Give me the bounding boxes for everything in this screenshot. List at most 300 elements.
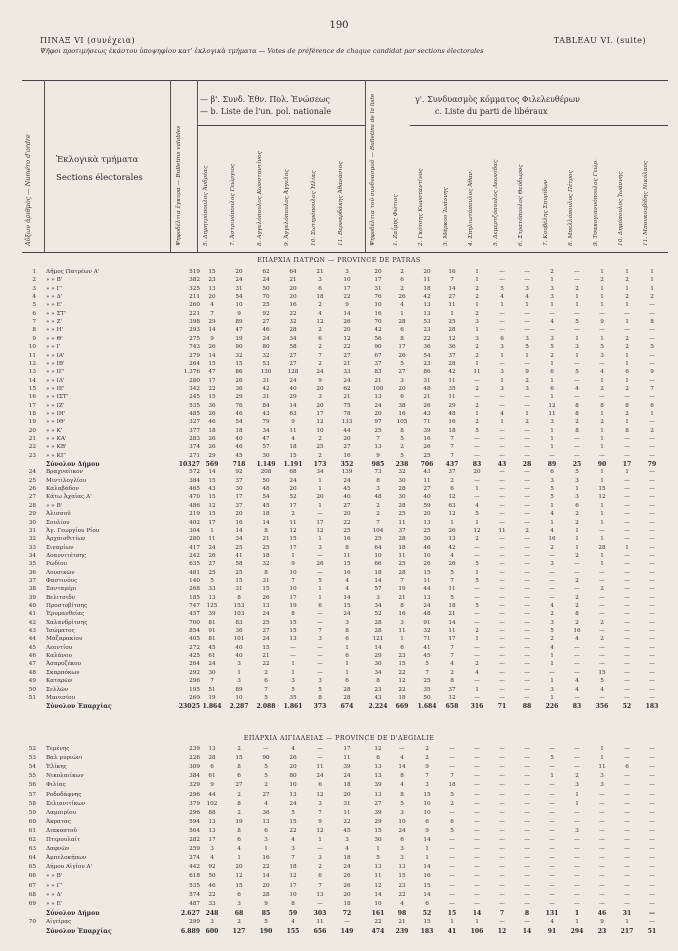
page-number: 190 xyxy=(329,20,349,31)
row-vote-cell: 1 xyxy=(550,661,554,668)
row-vote-cell: 15 xyxy=(289,536,297,543)
row-vote-cell: 6 xyxy=(318,782,322,789)
row-vote-cell: 4 xyxy=(291,746,295,752)
row-vote-cell: — xyxy=(499,855,505,862)
row-vote-cell: 4 xyxy=(210,302,214,309)
row-vote-cell: 2 xyxy=(425,755,429,762)
row-vote-cell: 10 xyxy=(289,569,297,576)
row-valid-total: 268 xyxy=(189,586,200,593)
row-vote-cell: 54 xyxy=(262,494,270,501)
row-vote-cell: 3 xyxy=(550,561,554,568)
group-c-candidate: 4. Σπηλιωτόπουλος Ἀθαν. xyxy=(468,169,474,246)
row-vote-cell: 1 xyxy=(318,486,322,493)
row-vote-cell: 2 xyxy=(475,352,479,359)
row-vote-cell: — xyxy=(649,800,655,807)
row-valid-total: 398 xyxy=(189,319,200,326)
row-vote-cell: — xyxy=(474,873,480,880)
row-vote-cell: 11 xyxy=(423,577,431,584)
row-vote-cell: 17 xyxy=(343,746,351,752)
group-b-candidate: 9. Ἀγγελόπουλος Ἀγγελος xyxy=(284,169,290,246)
row-vote-cell: — xyxy=(624,619,630,626)
row-vote-cell: — xyxy=(549,669,555,676)
row-vote-cell: — xyxy=(499,800,505,807)
row-vote-cell: 13 xyxy=(374,764,382,771)
row-vote-cell: 2 xyxy=(525,419,529,426)
row-vote-cell: 17 xyxy=(316,410,324,417)
row-vote-cell: — xyxy=(524,864,530,871)
row-vote-cell: — xyxy=(624,827,630,834)
row-vote-cell: 3 xyxy=(525,385,529,392)
row-vote-cell: 81 xyxy=(208,619,216,626)
row-vote-cell: — xyxy=(499,561,505,568)
row-vote-cell: 217 xyxy=(620,928,634,935)
row-vote-cell: 20 xyxy=(343,791,351,798)
row-vote-cell: 10 xyxy=(374,900,382,907)
row-vote-cell: 7 xyxy=(376,436,380,442)
row-number: 14 xyxy=(28,377,36,384)
row-vote-cell: 24 xyxy=(262,611,270,618)
row-vote-cell: 27 xyxy=(289,352,297,359)
row-vote-cell: 15 xyxy=(262,644,270,651)
table-row xyxy=(22,772,666,781)
row-vote-cell: — xyxy=(524,773,530,780)
row-vote-cell: — xyxy=(524,594,530,601)
row-valid-total: 485 xyxy=(189,410,200,417)
row-vote-cell: 26 xyxy=(208,552,216,559)
row-vote-cell: 1 xyxy=(318,594,322,601)
row-vote-cell: 90 xyxy=(597,461,607,469)
row-vote-cell: 5 xyxy=(475,427,479,434)
row-vote-cell: — xyxy=(474,594,480,601)
row-section-name: » » Ε' xyxy=(46,900,63,907)
row-vote-cell: 26 xyxy=(316,561,324,568)
row-vote-cell: 2 xyxy=(550,269,554,275)
row-vote-cell: 32 xyxy=(235,352,243,359)
row-vote-cell: 8 xyxy=(650,319,654,326)
total-row xyxy=(22,702,666,711)
row-vote-cell: — xyxy=(317,755,323,762)
row-vote-cell: — xyxy=(649,644,655,651)
group-c-candidate: 8. Μπελλόπουλος Πέτρος xyxy=(568,170,574,246)
row-vote-cell: — xyxy=(624,519,630,526)
row-vote-cell: 2 xyxy=(291,511,295,518)
row-section-name: Δῆμος Πατρέων Α' xyxy=(46,269,100,275)
row-vote-cell: 3 xyxy=(550,419,554,426)
row-vote-cell: 101 xyxy=(233,636,245,643)
row-vote-cell: 5 xyxy=(550,494,554,501)
row-vote-cell: 316 xyxy=(470,703,484,711)
row-valid-total: 487 xyxy=(189,900,200,907)
row-vote-cell: 5 xyxy=(575,469,579,476)
row-vote-cell: 8 xyxy=(575,427,579,434)
row-valid-total: 402 xyxy=(189,519,200,526)
row-vote-cell: — xyxy=(599,569,605,576)
row-vote-cell: — xyxy=(524,544,530,551)
row-vote-cell: — xyxy=(624,818,630,825)
row-vote-cell: 1 xyxy=(318,477,322,484)
row-vote-cell: 12 xyxy=(316,419,324,426)
row-vote-cell: 5 xyxy=(425,661,429,668)
row-vote-cell: — xyxy=(599,611,605,618)
row-vote-cell: 9 xyxy=(291,419,295,426)
group-b-candidate: 11. Βερναρδάκης Ἀθανάσιος xyxy=(338,161,344,246)
row-number: 47 xyxy=(28,661,36,668)
row-vote-cell: 2 xyxy=(318,302,322,309)
row-vote-cell: 1 xyxy=(345,669,349,676)
row-vote-cell: 26 xyxy=(262,594,270,601)
row-vote-cell: 59 xyxy=(423,502,431,509)
row-vote-cell: 1.861 xyxy=(283,703,303,711)
row-vote-cell: 18 xyxy=(289,864,297,871)
row-vote-cell: — xyxy=(524,782,530,789)
row-number: 35 xyxy=(28,561,36,568)
row-vote-cell: — xyxy=(474,653,480,660)
row-vote-cell: 39 xyxy=(208,611,216,618)
row-vote-cell: 15 xyxy=(235,577,243,584)
row-valid-total: 264 xyxy=(189,661,200,668)
row-vote-cell: 42 xyxy=(374,327,382,334)
row-vote-cell: 13 xyxy=(448,536,456,543)
row-valid-total: 486 xyxy=(189,502,200,509)
row-number: 18 xyxy=(28,410,36,417)
row-vote-cell: — xyxy=(624,527,630,534)
row-vote-cell: — xyxy=(499,477,505,484)
row-vote-cell: 48 xyxy=(423,611,431,618)
row-vote-cell: — xyxy=(263,746,269,752)
row-vote-cell: 17 xyxy=(208,837,216,843)
row-vote-cell: 1 xyxy=(291,552,295,559)
row-vote-cell: 22 xyxy=(398,686,406,693)
row-vote-cell: 27 xyxy=(448,294,456,301)
row-vote-cell: 7 xyxy=(318,882,322,889)
row-vote-cell: 1 xyxy=(525,410,529,417)
row-vote-cell: — xyxy=(524,319,530,326)
row-vote-cell: 7 xyxy=(450,644,454,651)
row-vote-cell: 2 xyxy=(475,402,479,409)
row-vote-cell: 11 xyxy=(498,527,506,534)
header-top-rule xyxy=(22,80,668,81)
row-vote-cell: 9 xyxy=(650,369,654,376)
row-vote-cell: 29 xyxy=(374,818,382,825)
row-vote-cell: 12 xyxy=(448,335,456,342)
row-vote-cell: 1 xyxy=(600,427,604,434)
row-vote-cell: 25 xyxy=(235,569,243,576)
row-vote-cell: 5 xyxy=(264,694,268,701)
row-vote-cell: — xyxy=(449,809,455,816)
row-vote-cell: 6 xyxy=(425,818,429,825)
row-vote-cell: — xyxy=(474,755,480,762)
row-vote-cell: 6 xyxy=(575,502,579,509)
row-number: 39 xyxy=(28,594,36,601)
row-vote-cell: 11 xyxy=(423,277,431,284)
row-vote-cell: — xyxy=(290,644,296,651)
row-vote-cell: — xyxy=(499,882,505,889)
row-vote-cell: 24 xyxy=(289,800,297,807)
row-vote-cell: — xyxy=(524,636,530,643)
row-vote-cell: — xyxy=(499,746,505,752)
row-vote-cell: 71 xyxy=(423,419,431,426)
row-vote-cell: 54 xyxy=(423,352,431,359)
row-valid-total: 342 xyxy=(189,385,200,392)
row-vote-cell: — xyxy=(624,561,630,568)
row-vote-cell: 19 xyxy=(235,818,243,825)
row-valid-total: 535 xyxy=(189,882,200,889)
row-valid-total: 854 xyxy=(189,628,200,635)
row-number: 37 xyxy=(28,577,36,584)
table-row xyxy=(22,800,666,809)
row-vote-cell: 18 xyxy=(343,855,351,862)
row-vote-cell: — xyxy=(474,855,480,862)
row-vote-cell: — xyxy=(649,469,655,476)
row-vote-cell: — xyxy=(474,864,480,871)
row-vote-cell: 4 xyxy=(210,855,214,862)
row-number: 43 xyxy=(28,628,36,635)
row-vote-cell: 5 xyxy=(400,800,404,807)
row-vote-cell: 3 xyxy=(550,294,554,301)
row-vote-cell: 14 xyxy=(208,352,216,359)
row-vote-cell: — xyxy=(524,427,530,434)
row-vote-cell: 36 xyxy=(448,344,456,351)
row-vote-cell: 22 xyxy=(398,669,406,676)
row-vote-cell: 105 xyxy=(396,419,408,426)
row-vote-cell: 14 xyxy=(522,928,532,935)
row-section-name: Ἀκρατας xyxy=(46,818,72,825)
row-vote-cell: 1 xyxy=(500,352,504,359)
group-c-candidate: 5. Δεμερτζόπουλος Λεωνίδας xyxy=(493,159,499,246)
row-vote-cell: 1 xyxy=(450,519,454,526)
row-vote-cell: 24 xyxy=(262,277,270,284)
row-vote-cell: 15 xyxy=(374,827,382,834)
row-vote-cell: — xyxy=(549,452,555,459)
row-vote-cell: 20 xyxy=(343,511,351,518)
row-valid-total: 384 xyxy=(189,477,200,484)
row-vote-cell: 1 xyxy=(376,846,380,853)
row-vote-cell: 6 xyxy=(264,678,268,685)
row-section-name: Σύνολον Ἐπαρχίας xyxy=(46,928,112,935)
row-vote-cell: 2 xyxy=(318,327,322,334)
group-c-title-french: c. Liste du parti de libéraux xyxy=(435,107,548,116)
row-number: 13 xyxy=(28,369,36,376)
row-valid-total: 425 xyxy=(189,653,200,660)
row-vote-cell: — xyxy=(574,277,580,284)
row-vote-cell: 2 xyxy=(475,536,479,543)
row-vote-cell: 15 xyxy=(262,586,270,593)
row-vote-cell: 2 xyxy=(475,310,479,317)
row-vote-cell: 11 xyxy=(316,918,324,925)
row-vote-cell: 39 xyxy=(423,427,431,434)
row-vote-cell: 25 xyxy=(448,319,456,326)
row-vote-cell: 1 xyxy=(600,469,604,476)
row-vote-cell: 7 xyxy=(210,310,214,317)
row-vote-cell: 1 xyxy=(475,519,479,526)
row-vote-cell: 28 xyxy=(398,486,406,493)
col-rule xyxy=(170,80,171,252)
table-row xyxy=(22,818,666,827)
row-vote-cell: — xyxy=(649,603,655,609)
row-section-name: Σελιανιτίκων xyxy=(46,800,86,807)
row-vote-cell: 89 xyxy=(547,461,557,469)
row-vote-cell: 3 xyxy=(575,477,579,484)
row-section-name: » » Δ' xyxy=(46,891,63,898)
row-vote-cell: — xyxy=(449,755,455,762)
row-vote-cell: 190 xyxy=(259,928,273,935)
row-vote-cell: 17 xyxy=(343,285,351,292)
row-vote-cell: — xyxy=(317,653,323,660)
row-vote-cell: 5 xyxy=(450,827,454,834)
row-vote-cell: 2 xyxy=(264,669,268,676)
row-vote-cell: 294 xyxy=(570,928,584,935)
row-vote-cell: 102 xyxy=(206,800,218,807)
row-vote-cell: 100 xyxy=(372,385,384,392)
row-vote-cell: 4 xyxy=(525,294,529,301)
row-vote-cell: 45 xyxy=(343,486,351,493)
row-vote-cell: — xyxy=(649,310,655,317)
row-number: 29 xyxy=(28,511,36,518)
row-vote-cell: 25 xyxy=(316,444,324,451)
row-vote-cell: 15 xyxy=(398,873,406,880)
row-vote-cell: — xyxy=(574,809,580,816)
row-vote-cell: 1 xyxy=(600,294,604,301)
row-number: 58 xyxy=(28,800,36,807)
row-valid-total: 325 xyxy=(189,285,200,292)
row-vote-cell: — xyxy=(449,873,455,880)
row-vote-cell: 76 xyxy=(235,402,243,409)
row-vote-cell: — xyxy=(474,800,480,807)
row-vote-cell: — xyxy=(574,669,580,676)
table-row xyxy=(22,882,666,891)
row-vote-cell: 8 xyxy=(450,678,454,685)
row-vote-cell: 373 xyxy=(313,703,327,711)
row-vote-cell: — xyxy=(624,452,630,459)
row-vote-cell: — xyxy=(474,619,480,626)
row-vote-cell: — xyxy=(649,335,655,342)
row-vote-cell: — xyxy=(574,394,580,401)
row-vote-cell: — xyxy=(499,619,505,626)
row-vote-cell: 1 xyxy=(600,335,604,342)
row-vote-cell: — xyxy=(499,502,505,509)
row-section-name: Σανταμέρι xyxy=(46,586,77,593)
row-vote-cell: 29 xyxy=(235,394,243,401)
row-vote-cell: 12 xyxy=(448,494,456,501)
row-vote-cell: 1.191 xyxy=(283,461,303,469)
row-number: 69 xyxy=(28,900,36,907)
row-vote-cell: 27 xyxy=(343,352,351,359)
row-vote-cell: 17 xyxy=(289,502,297,509)
row-vote-cell: 35 xyxy=(289,694,297,701)
row-vote-cell: — xyxy=(524,837,530,843)
row-vote-cell: 21 xyxy=(343,360,351,367)
row-vote-cell: 1 xyxy=(600,561,604,568)
row-vote-cell: 51 xyxy=(208,686,216,693)
row-vote-cell: 6 xyxy=(318,603,322,609)
row-vote-cell: 3 xyxy=(600,773,604,780)
row-vote-cell: 10 xyxy=(289,891,297,898)
row-vote-cell: 11 xyxy=(473,369,481,376)
row-vote-cell: 18 xyxy=(343,782,351,789)
row-vote-cell: 3 xyxy=(237,678,241,685)
row-vote-cell: 14 xyxy=(343,310,351,317)
row-vote-cell: 4 xyxy=(575,686,579,693)
row-number: 50 xyxy=(28,686,36,693)
row-vote-cell: — xyxy=(524,519,530,526)
row-vote-cell: — xyxy=(524,536,530,543)
row-vote-cell: 11 xyxy=(208,536,216,543)
row-vote-cell: 34 xyxy=(235,536,243,543)
row-vote-cell: 40 xyxy=(289,385,297,392)
row-vote-cell: 1 xyxy=(600,519,604,526)
row-vote-cell: — xyxy=(524,477,530,484)
row-vote-cell: — xyxy=(574,746,580,752)
row-vote-cell: 11 xyxy=(448,394,456,401)
row-vote-cell: — xyxy=(317,846,323,853)
row-vote-cell: 9 xyxy=(425,764,429,771)
row-section-name: Δήμου Αἰγίου Α' xyxy=(46,864,93,871)
row-vote-cell: — xyxy=(649,527,655,534)
row-vote-cell: 1 xyxy=(600,377,604,384)
row-vote-cell: 13 xyxy=(316,891,324,898)
row-vote-cell: 14 xyxy=(472,909,482,917)
row-section-name: Λουσικῶν xyxy=(46,569,75,576)
row-vote-cell: 61 xyxy=(208,773,216,780)
row-vote-cell: — xyxy=(649,900,655,907)
row-vote-cell: 2 xyxy=(550,544,554,551)
row-vote-cell: 155 xyxy=(286,928,300,935)
row-vote-cell: 1.864 xyxy=(202,703,222,711)
row-vote-cell: — xyxy=(624,536,630,543)
row-vote-cell: 48 xyxy=(448,410,456,417)
row-vote-cell: 62 xyxy=(262,269,270,275)
table-row xyxy=(22,791,666,800)
row-vote-cell: 2 xyxy=(600,419,604,426)
row-vote-cell: — xyxy=(524,755,530,762)
row-vote-cell: 56 xyxy=(374,335,382,342)
row-vote-cell: — xyxy=(474,444,480,451)
group-b-title-greek: — β'. Συνδ. Ἐθν. Πολ. Ἑνώσεως xyxy=(200,95,331,104)
row-vote-cell: 4 xyxy=(345,586,349,593)
row-vote-cell: 42 xyxy=(423,294,431,301)
row-number: 25 xyxy=(28,477,36,484)
row-number: 53 xyxy=(28,755,36,762)
row-vote-cell: 3 xyxy=(318,394,322,401)
row-vote-cell: 1 xyxy=(550,427,554,434)
row-vote-cell: 20 xyxy=(343,327,351,334)
row-vote-cell: 7 xyxy=(450,436,454,442)
row-vote-cell: 11 xyxy=(448,377,456,384)
row-number: 28 xyxy=(28,502,36,509)
row-vote-cell: 40 xyxy=(235,644,243,651)
row-vote-cell: 37 xyxy=(448,686,456,693)
row-vote-cell: — xyxy=(524,653,530,660)
row-vote-cell: 12 xyxy=(497,928,507,935)
row-vote-cell: 14 xyxy=(343,594,351,601)
row-valid-total: 618 xyxy=(189,873,200,880)
row-vote-cell: 173 xyxy=(313,461,327,469)
row-vote-cell: 3 xyxy=(291,678,295,685)
row-vote-cell: 25 xyxy=(423,527,431,534)
row-vote-cell: 3 xyxy=(525,285,529,292)
row-vote-cell: 17 xyxy=(622,461,632,469)
row-vote-cell: 45 xyxy=(235,452,243,459)
band-aigialeia: ΕΠΑΡΧΙΑ ΑΙΓΙΑΛΕΙΑΣ — PROVINCE DE D'AEGIALIE xyxy=(243,734,435,742)
row-vote-cell: — xyxy=(549,837,555,843)
row-vote-cell: 3 xyxy=(318,855,322,862)
group-b-title-french: — b. Liste de l'un. pol. nationale xyxy=(200,107,332,116)
row-vote-cell: 1 xyxy=(625,352,629,359)
row-vote-cell: 48 xyxy=(262,486,270,493)
row-vote-cell: 27 xyxy=(343,502,351,509)
row-vote-cell: 20 xyxy=(289,294,297,301)
row-vote-cell: 658 xyxy=(445,703,459,711)
